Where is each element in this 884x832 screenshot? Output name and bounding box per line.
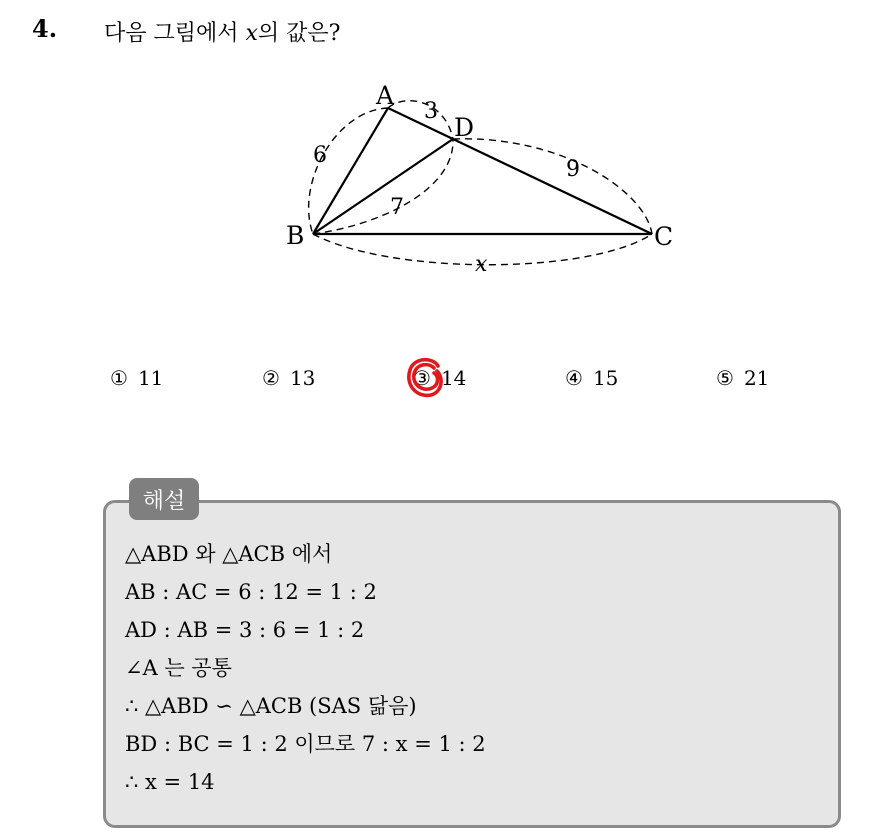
choice-4[interactable] — [565, 366, 618, 390]
choice-1[interactable] — [110, 366, 163, 390]
length-bc-label: x — [475, 252, 488, 277]
choice-5[interactable] — [716, 366, 769, 390]
vertex-c-label: C — [654, 222, 674, 251]
solution-line-2: AB : AC = 6 : 12 = 1 : 2 — [125, 580, 377, 604]
choice-3-value: 14 — [440, 366, 467, 390]
choice-2-value: 13 — [289, 366, 316, 390]
choice-2-mark: ② — [262, 366, 280, 390]
question-number: 4. — [32, 14, 58, 43]
question-text-after: 의 값은? — [257, 21, 341, 46]
choice-4-mark: ④ — [565, 366, 583, 390]
choice-2[interactable] — [262, 366, 315, 390]
length-ab-label: 6 — [313, 143, 327, 168]
segment-ac — [388, 108, 652, 234]
question-variable: x — [245, 21, 258, 46]
choice-5-mark: ⑤ — [716, 366, 734, 390]
vertex-d-label: D — [454, 113, 475, 142]
segment-bd — [313, 139, 453, 234]
solution-line-4: ∠A 는 공통 — [125, 656, 232, 680]
question-text-before: 다음 그림에서 — [104, 21, 246, 46]
solution-line-3: AD : AB = 3 : 6 = 1 : 2 — [125, 618, 365, 642]
solution-line-5: ∴ △ABD ∽ △ACB (SAS 닮음) — [125, 694, 417, 718]
vertex-a-label: A — [376, 81, 395, 110]
choice-4-value: 15 — [592, 366, 619, 390]
solution-badge: 해설 — [129, 478, 199, 520]
solution-text — [125, 535, 486, 801]
length-bd-label: 7 — [390, 195, 404, 220]
selected-answer-circle-icon — [404, 354, 448, 404]
segment-ab — [313, 108, 388, 234]
length-ad-label: 3 — [424, 99, 438, 124]
solution-line-6: BD : BC = 1 : 2 이므로 7 : x = 1 : 2 — [125, 732, 486, 756]
length-dc-label: 9 — [566, 157, 580, 182]
triangle-figure — [0, 0, 884, 300]
solution-line-1: △ABD 와 △ACB 에서 — [125, 542, 333, 566]
vertex-b-label: B — [286, 221, 305, 250]
choice-5-value: 21 — [743, 366, 770, 390]
choice-1-mark: ① — [110, 366, 128, 390]
choice-1-value: 11 — [137, 366, 164, 390]
solution-line-7: ∴ x = 14 — [125, 770, 215, 794]
choice-3-mark: ③ — [413, 366, 431, 390]
